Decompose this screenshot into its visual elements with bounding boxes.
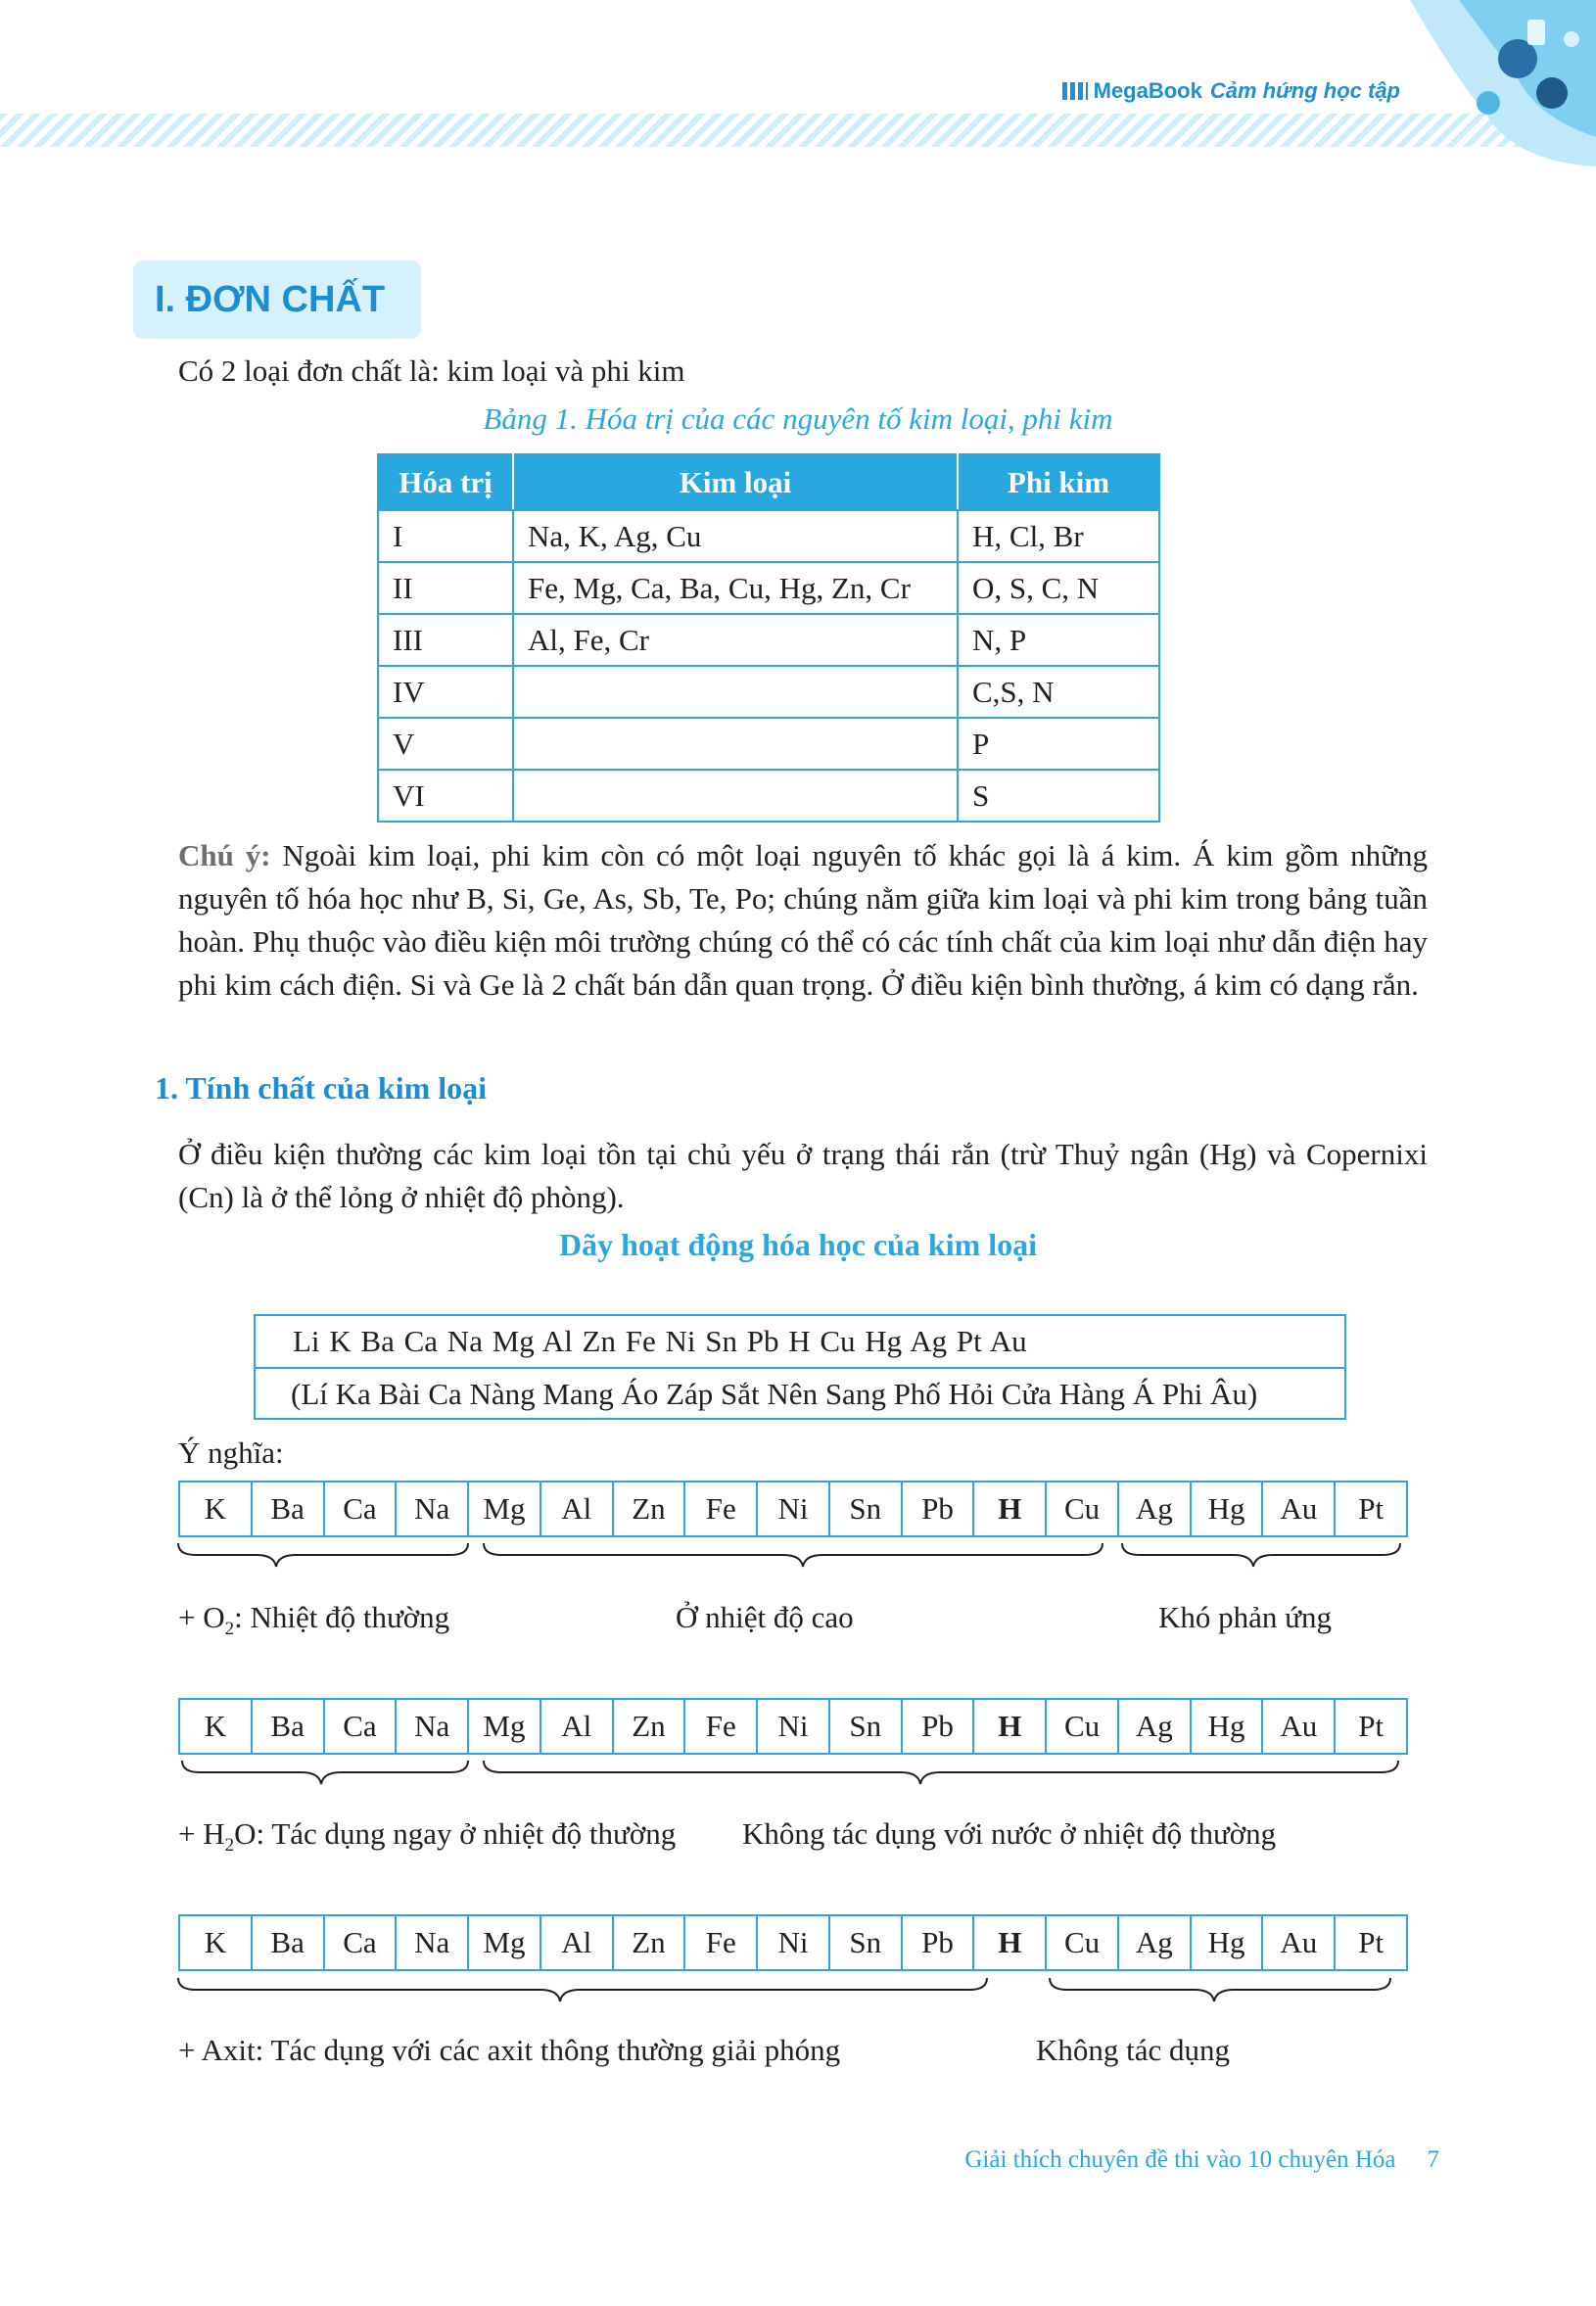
activity-series-title: Dãy hoạt động hóa học của kim loại <box>558 1227 1038 1262</box>
page-footer <box>964 2146 1439 2174</box>
acid-label: + Axit: Tác dụng với các axit thông thường giải phóng <box>178 2033 841 2067</box>
note-label: Chú ý: <box>178 838 271 872</box>
table-cell: N, P <box>958 614 1159 666</box>
element-cell: Na <box>397 1482 469 1535</box>
element-cell: Al <box>541 1700 614 1753</box>
table-cell <box>513 666 958 718</box>
element-strip-acid <box>178 1914 1408 1971</box>
element-cell: Ni <box>758 1916 830 1969</box>
element-cell: Na <box>397 1700 469 1753</box>
section-title: I. ĐƠN CHẤT <box>133 260 421 339</box>
element-cell: Zn <box>614 1916 686 1969</box>
brace-row-h2o <box>0 1753 1596 1792</box>
element-cell: Zn <box>614 1700 686 1753</box>
header-valence: Hóa trị <box>378 454 513 510</box>
element-cell: Au <box>1263 1700 1336 1753</box>
table-cell: O, S, C, N <box>958 562 1159 614</box>
activity-series-box <box>254 1314 1346 1420</box>
table-cell: Fe, Mg, Ca, Ba, Cu, Hg, Zn, Cr <box>513 562 958 614</box>
brand-mark-icon <box>1062 82 1088 100</box>
element-cell: Hg <box>1192 1916 1264 1969</box>
table-cell: P <box>958 718 1159 770</box>
table-row <box>378 666 1159 718</box>
element-cell: Au <box>1263 1482 1336 1535</box>
element-cell: Fe <box>685 1916 758 1969</box>
valence-table <box>377 453 1160 823</box>
table-row <box>378 614 1159 666</box>
element-cell: Mg <box>469 1482 541 1535</box>
element-cell: Pb <box>903 1700 975 1753</box>
table-cell: Na, K, Ag, Cu <box>513 510 958 562</box>
element-cell: Au <box>1263 1916 1336 1969</box>
element-cell: Na <box>397 1916 469 1969</box>
o2-prefix: + O <box>178 1600 225 1634</box>
element-cell: Ni <box>758 1482 830 1535</box>
brace-row-acid <box>0 1970 1596 2009</box>
table-cell: III <box>378 614 513 666</box>
meaning-label: Ý nghĩa: <box>178 1435 284 1470</box>
table-cell: VI <box>378 770 513 822</box>
element-cell: Ag <box>1119 1700 1192 1753</box>
element-cell: Al <box>541 1482 614 1535</box>
element-cell: Ba <box>253 1700 325 1753</box>
element-cell: Ag <box>1119 1916 1192 1969</box>
element-cell: H <box>974 1916 1047 1969</box>
h2o-condition: O: Tác dụng ngay ở nhiệt độ thường <box>234 1816 677 1851</box>
table-cell: IV <box>378 666 513 718</box>
element-cell: H <box>974 1482 1047 1535</box>
brand-name: MegaBook <box>1093 78 1202 103</box>
element-cell: Ca <box>325 1700 398 1753</box>
table-caption: Bảng 1. Hóa trị của các nguyên tố kim loại, phi kim <box>483 401 1113 436</box>
intro-text: Có 2 loại đơn chất là: kim loại và phi kim <box>178 353 685 388</box>
element-cell: Ca <box>325 1916 398 1969</box>
element-cell: K <box>180 1482 253 1535</box>
table-row <box>378 562 1159 614</box>
brand-logo <box>1053 76 1410 106</box>
header-nonmetal: Phi kim <box>958 454 1159 510</box>
element-cell: Mg <box>469 1916 541 1969</box>
element-cell: Pb <box>903 1916 975 1969</box>
brace-row-o2 <box>0 1535 1596 1575</box>
element-cell: Ba <box>253 1482 325 1535</box>
activity-series-symbols: Li K Ba Ca Na Mg Al Zn Fe Ni Sn Pb H Cu Hg Ag Pt Au <box>256 1316 1344 1369</box>
brand-tagline: Cảm hứng học tập <box>1209 78 1400 103</box>
acid-right-label: Không tác dụng <box>1036 2033 1231 2067</box>
page-number: 7 <box>1427 2146 1439 2173</box>
o2-condition: : Nhiệt độ thường <box>234 1600 450 1634</box>
table-cell: V <box>378 718 513 770</box>
element-cell: Cu <box>1047 1482 1119 1535</box>
table-row <box>378 770 1159 822</box>
element-cell: Fe <box>685 1482 758 1535</box>
header-stripe-band <box>0 114 1596 147</box>
table-cell <box>513 770 958 822</box>
element-cell: Mg <box>469 1700 541 1753</box>
h2o-subscript: 2 <box>224 1835 235 1857</box>
table-cell: II <box>378 562 513 614</box>
table-cell: I <box>378 510 513 562</box>
element-cell: Ca <box>325 1482 398 1535</box>
header-metal: Kim loại <box>513 454 958 510</box>
element-cell: Al <box>541 1916 614 1969</box>
table-cell <box>513 718 958 770</box>
element-cell: Ba <box>253 1916 325 1969</box>
subsection-title: 1. Tính chất của kim loại <box>155 1070 488 1106</box>
element-cell: K <box>180 1916 253 1969</box>
table-header-row <box>378 454 1159 510</box>
table-row <box>378 718 1159 770</box>
o2-right-label: Khó phản ứng <box>1158 1600 1332 1634</box>
element-cell: Pt <box>1358 1491 1385 1526</box>
table-cell: C,S, N <box>958 666 1159 718</box>
o2-label <box>178 1596 449 1651</box>
o2-mid-label: Ở nhiệt độ cao <box>676 1600 854 1634</box>
element-cell: Pt <box>1358 1925 1385 1959</box>
metal-state-paragraph: Ở điều kiện thường các kim loại tồn tại chủ yếu ở trạng thái rắn (trừ Thuỷ ngân (Hg) và Copernixi (Cn) là ở thể lỏng ở nhiệt độ phòng). <box>178 1137 1428 1214</box>
element-strip-h2o <box>178 1698 1408 1755</box>
element-cell: Sn <box>830 1916 903 1969</box>
element-cell: Fe <box>685 1700 758 1753</box>
element-strip-o2 <box>178 1481 1408 1537</box>
element-cell: Sn <box>830 1482 903 1535</box>
element-cell: Ni <box>758 1700 830 1753</box>
element-cell: Cu <box>1047 1916 1119 1969</box>
note-text: Ngoài kim loại, phi kim còn có một loại nguyên tố khác gọi là á kim. Á kim gồm những nguyên tố hóa học như B, Si, Ge, As, Sb, Te, Po; chúng nằm giữa kim loại và phi kim trong bảng tuần hoàn. Phụ thuộc vào điều kiện môi trường chúng có thể có các tính chất của kim loại như dẫn điện hay phi kim cách điện. Si và Ge là 2 chất bán dẫn quan trọng. Ở điều kiện bình thường, á kim có dạng rắn. <box>178 838 1428 1002</box>
element-cell: Ag <box>1119 1482 1192 1535</box>
activity-series-mnemonic: (Lí Ka Bài Ca Nàng Mang Áo Záp Sắt Nên Sang Phố Hỏi Cửa Hàng Á Phi Âu) <box>291 1377 1258 1411</box>
element-cell: Hg <box>1192 1700 1264 1753</box>
h2o-prefix: + H <box>178 1816 225 1851</box>
element-cell: Pt <box>1358 1709 1385 1743</box>
element-cell: H <box>974 1700 1047 1753</box>
table-cell: H, Cl, Br <box>958 510 1159 562</box>
table-row <box>378 510 1159 562</box>
element-cell: K <box>180 1700 253 1753</box>
footer-text: Giải thích chuyên đề thi vào 10 chuyên Hóa <box>964 2146 1396 2173</box>
table-cell: S <box>958 770 1159 822</box>
element-cell: Zn <box>614 1482 686 1535</box>
h2o-label <box>178 1812 676 1867</box>
o2-subscript: 2 <box>224 1619 235 1640</box>
table-cell: Al, Fe, Cr <box>513 614 958 666</box>
element-cell: Sn <box>830 1700 903 1753</box>
note-paragraph <box>178 834 1428 1007</box>
element-cell: Cu <box>1047 1700 1119 1753</box>
h2o-right-label: Không tác dụng với nước ở nhiệt độ thường <box>742 1816 1277 1851</box>
element-cell: Pb <box>903 1482 975 1535</box>
element-cell: Hg <box>1192 1482 1264 1535</box>
